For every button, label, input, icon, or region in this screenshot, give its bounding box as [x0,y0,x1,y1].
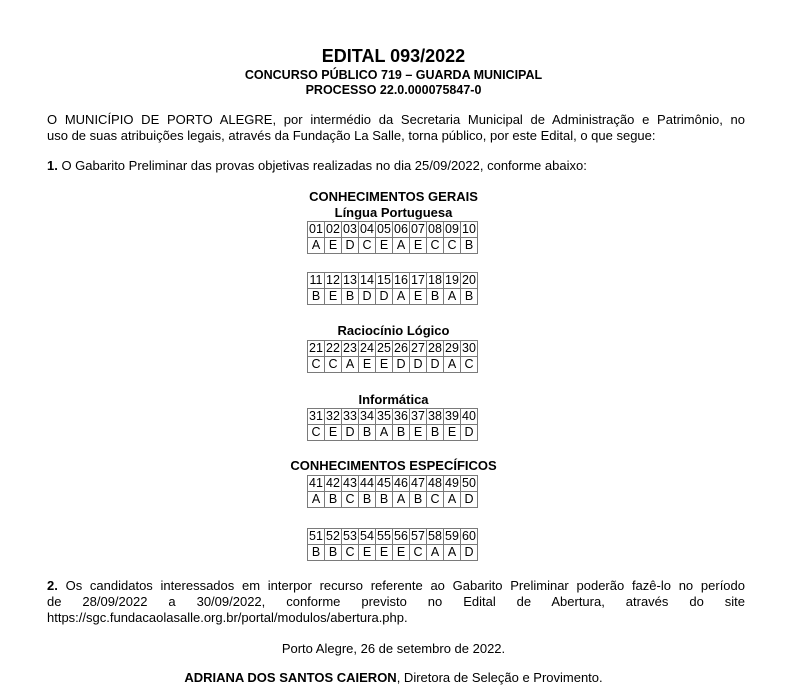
answer-key-cell: A [308,492,325,508]
question-number-cell: 52 [326,529,340,543]
question-number-cell: 29 [445,341,459,355]
answer-key-cell: A [342,357,359,373]
answer-key-cell: B [410,492,427,508]
question-number-cell: 44 [360,476,374,490]
answer-key-cell: C [342,492,359,508]
item-1-number: 1. [47,158,58,173]
question-number-cell: 09 [445,222,459,236]
question-number-cell: 39 [445,409,459,423]
question-number-cell: 36 [394,409,408,423]
question-number-cell: 25 [377,341,391,355]
answer-key-cell: E [410,238,427,254]
question-number-cell: 45 [377,476,391,490]
item-2-url: https://sgc.fundacaolasalle.org.br/portal/modulos/abertura.php. [47,610,408,625]
question-number-cell: 28 [428,341,442,355]
answer-key-cell: C [444,238,461,254]
answer-key-cell: E [376,357,393,373]
answer-key-cell: A [444,492,461,508]
question-number-cell: 24 [360,341,374,355]
question-number-cell: 43 [343,476,357,490]
answer-key-cell: A [393,492,410,508]
answer-key-cell: C [342,545,359,561]
answer-key-cell: E [410,425,427,441]
question-number-cell: 22 [326,341,340,355]
question-number-cell: 15 [377,273,391,287]
question-number-cell: 03 [343,222,357,236]
answer-key-row [308,238,478,254]
answer-key-cell: B [308,545,325,561]
question-number-cell: 56 [394,529,408,543]
answer-key-cell: D [427,357,444,373]
question-number-cell: 02 [326,222,340,236]
answer-table-31-40 [307,408,478,441]
question-number-cell: 12 [326,273,340,287]
section-conhecimentos-especificos: CONHECIMENTOS ESPECÍFICOS [290,458,497,473]
answer-key-cell: A [444,357,461,373]
process-number: PROCESSO 22.0.000075847-0 [305,83,482,97]
question-number-cell: 47 [411,476,425,490]
answer-key-cell: E [359,545,376,561]
intro-paragraph [47,112,745,144]
question-number-cell: 11 [308,273,325,289]
question-number-row [308,341,478,357]
answer-key-cell: C [325,357,342,373]
answer-key-cell: B [376,492,393,508]
answer-key-cell: E [410,289,427,305]
answer-key-cell: B [461,238,478,254]
answer-key-cell: B [308,289,325,305]
question-number-cell: 17 [411,273,425,287]
question-number-cell: 60 [462,529,476,543]
answer-key-cell: D [342,425,359,441]
question-number-cell: 13 [343,273,357,287]
question-number-row [308,222,478,238]
question-number-cell: 05 [377,222,391,236]
answer-key-cell: A [393,289,410,305]
answer-key-cell: E [325,289,342,305]
answer-key-cell: B [359,492,376,508]
answer-table-01-10 [307,221,478,254]
answer-key-row [308,289,478,305]
answer-key-cell: B [393,425,410,441]
question-number-cell: 26 [394,341,408,355]
answer-key-cell: C [410,545,427,561]
answer-key-cell: D [410,357,427,373]
question-number-cell: 14 [360,273,374,287]
place-and-date: Porto Alegre, 26 de setembro de 2022. [281,641,506,656]
question-number-cell: 53 [343,529,357,543]
question-number-cell: 21 [309,341,323,355]
question-number-cell: 57 [411,529,425,543]
answer-table-11-20 [307,272,478,305]
answer-key-row [308,545,478,561]
answer-key-cell: C [308,425,325,441]
question-number-cell: 54 [360,529,374,543]
answer-table-21-30 [307,340,478,373]
answer-table-41-50 [307,475,478,508]
answer-key-cell: B [342,289,359,305]
answer-key-cell: D [461,492,478,508]
question-number-row [308,476,478,492]
intro-line-2: uso de suas atribuições legais, através da Fundação La Salle, torna público, por este Edital, o que segue: [47,128,656,143]
answer-key-cell: B [359,425,376,441]
answer-key-cell: B [325,545,342,561]
answer-key-cell: D [376,289,393,305]
question-number-cell: 30 [462,341,476,355]
question-number-cell: 49 [445,476,459,490]
answer-key-cell: A [444,545,461,561]
item-2-paragraph [47,578,745,626]
answer-key-cell: A [427,545,444,561]
question-number-cell: 33 [343,409,357,423]
question-number-cell: 58 [428,529,442,543]
question-number-cell: 08 [428,222,442,236]
answer-key-cell: C [461,357,478,373]
section-conhecimentos-gerais: CONHECIMENTOS GERAIS [309,189,478,204]
answer-key-cell: E [376,238,393,254]
question-number-cell: 35 [377,409,391,423]
answer-table-51-60 [307,528,478,561]
answer-key-row [308,357,478,373]
question-number-cell: 50 [462,476,476,490]
answer-key-cell: D [461,545,478,561]
item-2-line-1-text: Os candidatos interessados em interpor recurso referente ao Gabarito Preliminar poderão fazê-lo no período [57,578,745,593]
answer-key-cell: D [342,238,359,254]
question-number-cell: 40 [462,409,476,423]
question-number-cell: 32 [326,409,340,423]
signer-role: , Diretora de Seleção e Provimento. [396,670,603,685]
signature-line [0,670,787,686]
question-number-cell: 23 [343,341,357,355]
question-number-cell: 04 [360,222,374,236]
answer-key-cell: A [393,238,410,254]
question-number-cell: 34 [360,409,374,423]
answer-key-cell: C [308,357,325,373]
answer-key-cell: B [461,289,478,305]
question-number-cell: 01 [309,222,323,236]
answer-key-cell: E [359,357,376,373]
answer-key-cell: A [376,425,393,441]
question-number-cell: 27 [411,341,425,355]
item-1-text: O Gabarito Preliminar das provas objetivas realizadas no dia 25/09/2022, conforme abaixo: [57,158,587,173]
question-number-row [308,273,478,289]
question-number-cell: 48 [428,476,442,490]
answer-key-cell: D [359,289,376,305]
item-2-line-2: de 28/09/2022 a 30/09/2022, conforme previsto no Edital de Abertura, através do site [47,594,745,609]
item-2-number: 2. [47,578,58,593]
question-number-row [308,409,478,425]
question-number-row [308,529,478,545]
answer-key-cell: B [427,425,444,441]
intro-line-1: O MUNICÍPIO DE PORTO ALEGRE, por intermédio da Secretaria Municipal de Administração e Patrimônio, no [47,112,745,127]
document-title: EDITAL 093/2022 [321,46,466,66]
question-number-cell: 59 [445,529,459,543]
section-informatica: Informática [358,392,429,407]
answer-key-cell: E [325,238,342,254]
question-number-cell: 46 [394,476,408,490]
question-number-cell: 37 [411,409,425,423]
answer-key-cell: E [393,545,410,561]
question-number-cell: 20 [462,273,476,287]
question-number-cell: 16 [394,273,408,287]
question-number-cell: 19 [445,273,459,287]
answer-key-cell: C [427,238,444,254]
answer-key-cell: A [308,238,325,254]
question-number-cell: 10 [462,222,476,236]
question-number-cell: 55 [377,529,391,543]
signer-name: ADRIANA DOS SANTOS CAIERON [184,670,397,685]
question-number-cell: 07 [411,222,425,236]
answer-key-cell: D [393,357,410,373]
question-number-cell: 51 [309,529,323,543]
contest-subtitle: CONCURSO PÚBLICO 719 – GUARDA MUNICIPAL [244,68,543,82]
section-raciocinio-logico: Raciocínio Lógico [337,323,450,338]
answer-key-cell: A [444,289,461,305]
answer-key-cell: B [427,289,444,305]
question-number-cell: 31 [309,409,323,423]
question-number-cell: 06 [394,222,408,236]
answer-key-cell: E [376,545,393,561]
answer-key-row [308,425,478,441]
answer-key-cell: E [444,425,461,441]
answer-key-cell: C [359,238,376,254]
question-number-cell: 18 [428,273,442,287]
question-number-cell: 42 [326,476,340,490]
answer-key-cell: B [325,492,342,508]
item-1-paragraph [47,158,745,174]
question-number-cell: 38 [428,409,442,423]
item-2-line-1 [47,578,745,594]
answer-key-cell: C [427,492,444,508]
question-number-cell: 41 [309,476,323,490]
answer-key-cell: E [325,425,342,441]
section-lingua-portuguesa: Língua Portuguesa [334,205,453,220]
answer-key-cell: D [461,425,478,441]
answer-key-row [308,492,478,508]
